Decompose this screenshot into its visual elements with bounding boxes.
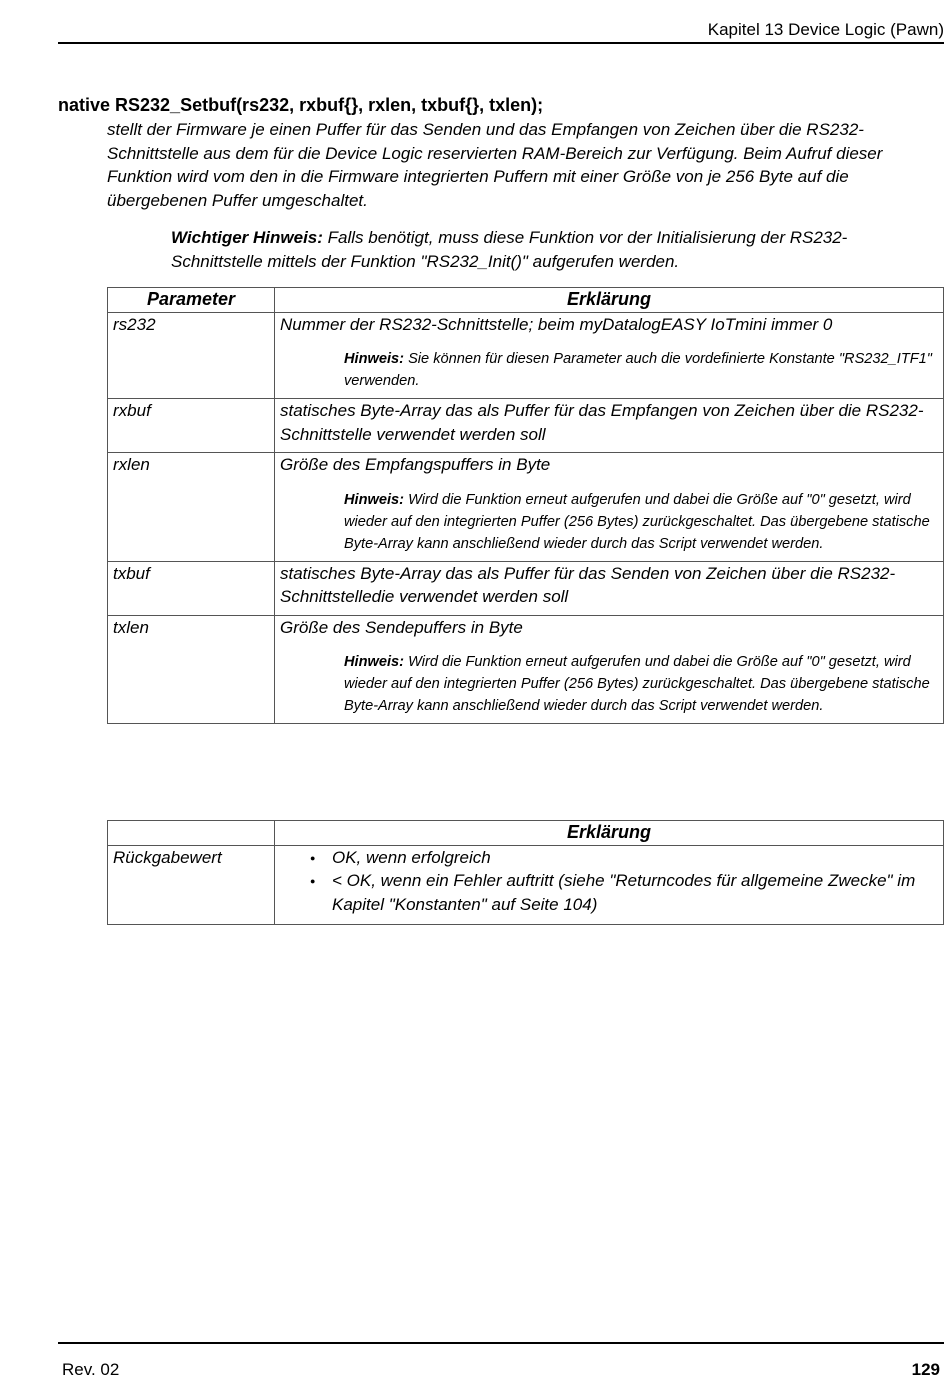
hint-label: Hinweis: bbox=[344, 351, 405, 367]
table-row bbox=[108, 399, 944, 453]
param-desc-text: Größe des Sendepuffers in Byte bbox=[280, 617, 523, 637]
param-name: rs232 bbox=[108, 312, 275, 399]
table-row bbox=[108, 561, 944, 615]
param-desc bbox=[275, 312, 944, 399]
param-desc bbox=[275, 561, 944, 615]
page-footer bbox=[58, 1342, 944, 1379]
param-hint bbox=[344, 348, 938, 392]
return-table bbox=[107, 820, 944, 925]
header-parameter: Parameter bbox=[108, 288, 275, 313]
list-item: ● < OK, wenn ein Fehler auftritt (siehe "Returncodes für allgemeine Zwecke" im Kapitel "Konstanten" auf Seite 104) bbox=[332, 869, 938, 916]
hint-text: Wird die Funktion erneut aufgerufen und dabei die Größe auf "0" gesetzt, wird wieder auf den integrierten Puffer (256 Bytes) zurückgeschaltet. Das übergebene statische Byte-Array kann anschließend wieder durch das Script verwendet werden. bbox=[344, 654, 930, 714]
return-list bbox=[280, 846, 938, 917]
param-name: txbuf bbox=[108, 561, 275, 615]
header-explanation: Erklärung bbox=[275, 821, 944, 846]
hint-text: Wird die Funktion erneut aufgerufen und dabei die Größe auf "0" gesetzt, wird wieder auf den integrierten Puffer (256 Bytes) zurückgeschaltet. Das übergebene statische Byte-Array kann anschließend wieder durch das Script verwendet werden. bbox=[344, 491, 930, 552]
function-description: stellt der Firmware je einen Puffer für das Senden und das Empfangen von Zeichen über die RS232-Schnittstelle aus dem für die Device Logic reservierten RAM-Bereich zur Verfügung. Beim Aufruf dieser Funktion wird vom den in die Firmware integrierten Puffern mit einer Größe von je 256 Byte auf die übergebenen Puffer umgeschaltet. bbox=[107, 120, 883, 210]
param-desc bbox=[275, 399, 944, 453]
note-label: Wichtiger Hinweis: bbox=[171, 228, 323, 247]
param-hint bbox=[344, 651, 938, 717]
param-desc bbox=[275, 615, 944, 724]
table-row bbox=[108, 615, 944, 724]
hint-text: Sie können für diesen Parameter auch die vordefinierte Konstante "RS232_ITF1" verwenden. bbox=[344, 351, 932, 389]
return-desc bbox=[275, 845, 944, 925]
table-row bbox=[108, 312, 944, 399]
table-header-row bbox=[108, 821, 944, 846]
hint-label: Hinweis: bbox=[344, 491, 405, 508]
chapter-title: Kapitel 13 Device Logic (Pawn) bbox=[707, 20, 944, 39]
param-desc-text: statisches Byte-Array das als Puffer für das Empfangen von Zeichen über die RS232-Schnittstelle verwendet werden soll bbox=[280, 401, 924, 444]
important-note bbox=[171, 226, 931, 273]
page-number: 129 bbox=[911, 1360, 940, 1379]
parameter-table bbox=[107, 287, 944, 724]
header-explanation: Erklärung bbox=[275, 288, 944, 313]
function-signature: native RS232_Setbuf(rs232, rxbuf{}, rxlen, txbuf{}, txlen); bbox=[58, 95, 544, 115]
param-desc-text: Nummer der RS232-Schnittstelle; beim myDatalogEASY IoTmini immer 0 bbox=[280, 314, 833, 334]
hint-label: Hinweis: bbox=[344, 654, 405, 670]
list-item: ● OK, wenn erfolgreich bbox=[332, 846, 938, 870]
return-label: Rückgabewert bbox=[108, 845, 275, 925]
page-header bbox=[58, 18, 944, 44]
param-name: rxlen bbox=[108, 453, 275, 562]
param-name: rxbuf bbox=[108, 399, 275, 453]
param-hint bbox=[344, 489, 938, 555]
table-row bbox=[108, 453, 944, 562]
table-row bbox=[108, 845, 944, 925]
param-desc bbox=[275, 453, 944, 562]
revision-label: Rev. 02 bbox=[62, 1360, 120, 1379]
header-empty bbox=[108, 821, 275, 846]
param-desc-text: Größe des Empfangspuffers in Byte bbox=[280, 455, 551, 474]
note-text: Falls benötigt, muss diese Funktion vor der Initialisierung der RS232-Schnittstelle mittels der Funktion "RS232_Init()" aufgerufen werden. bbox=[171, 228, 848, 271]
param-desc-text: statisches Byte-Array das als Puffer für das Senden von Zeichen über die RS232-Schnittstelledie verwendet werden soll bbox=[280, 563, 896, 606]
table-header-row bbox=[108, 288, 944, 313]
param-name: txlen bbox=[108, 615, 275, 724]
